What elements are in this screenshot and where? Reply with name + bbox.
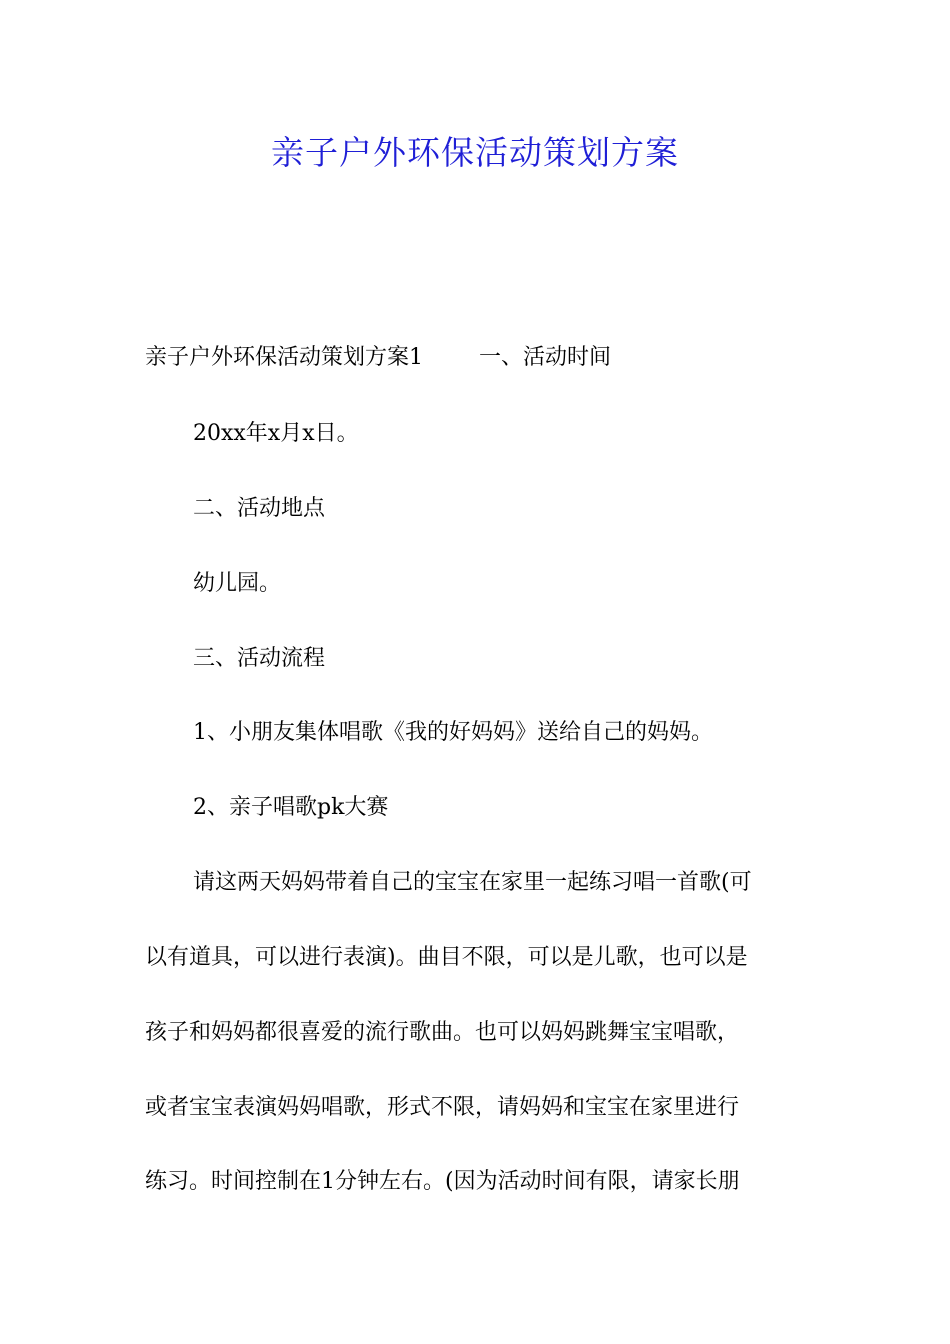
process-step-2: 2、亲子唱歌pk大赛	[193, 795, 389, 820]
section-heading-time: 一、活动时间	[479, 345, 612, 370]
paragraph-line: 请这两天妈妈带着自己的宝宝在家里一起练习唱一首歌(可	[193, 870, 752, 895]
paragraph-line: 或者宝宝表演妈妈唱歌，形式不限，请妈妈和宝宝在家里进行	[145, 1095, 740, 1120]
section-heading-location: 二、活动地点	[193, 496, 326, 521]
plan-label: 亲子户外环保活动策划方案1	[145, 345, 423, 370]
paragraph-line: 练习。时间控制在1分钟左右。(因为活动时间有限，请家长朋	[145, 1169, 740, 1194]
process-step-1: 1、小朋友集体唱歌《我的好妈妈》送给自己的妈妈。	[193, 720, 713, 745]
paragraph-line: 孩子和妈妈都很喜爱的流行歌曲。也可以妈妈跳舞宝宝唱歌，	[145, 1020, 740, 1045]
paragraph-line: 以有道具，可以进行表演)。曲目不限，可以是儿歌，也可以是	[145, 945, 748, 970]
section-heading-process: 三、活动流程	[193, 646, 326, 671]
plan-heading-line	[145, 342, 810, 374]
activity-location: 幼儿园。	[193, 571, 282, 596]
document-title: 亲子户外环保活动策划方案	[271, 133, 679, 172]
activity-date: 20xx年x月x日。	[193, 421, 359, 446]
